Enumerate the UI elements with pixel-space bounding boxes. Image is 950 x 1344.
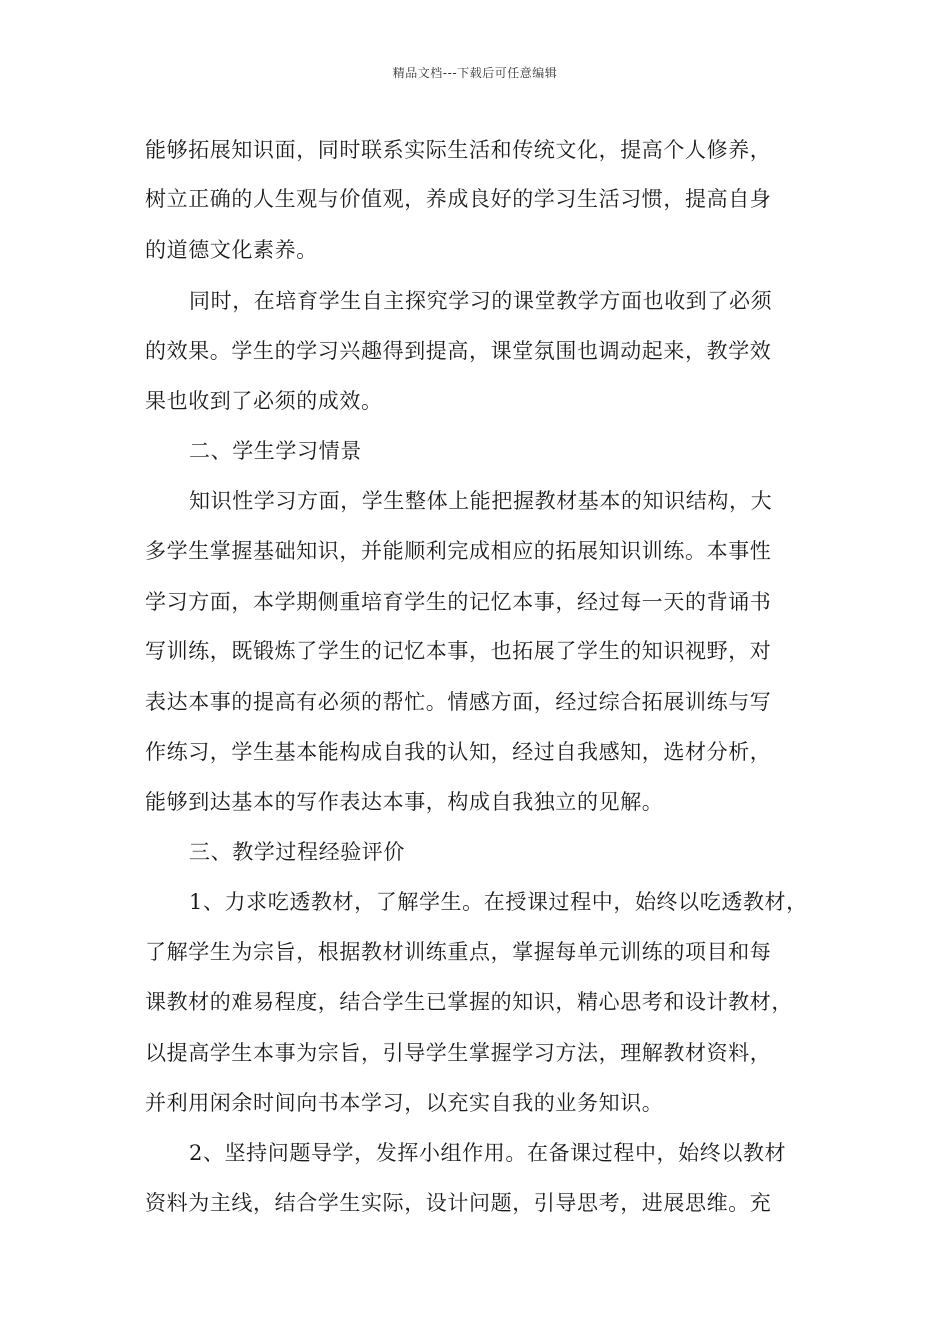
text-line: 课教材的难易程度，结合学生已掌握的知识，精心思考和设计教材， [145,990,793,1014]
section-heading: 二、学生学习情景 [189,439,362,463]
text-line: 的道德文化素养。 [145,238,318,262]
text-line: 学习方面，本学期侧重培育学生的记忆本事，经过每一天的背诵书 [145,590,772,614]
text-line: 的效果。学生的学习兴趣得到提高，课堂氛围也调动起来，教学效 [145,339,772,363]
paragraph-start-line: 同时，在培育学生自主探究学习的课堂教学方面也收到了必须 [189,289,773,313]
text-line: 了解学生为宗旨，根据教材训练重点，掌握每单元训练的项目和每 [145,940,772,964]
text-line: 表达本事的提高有必须的帮忙。情感方面，经过综合拓展训练与写 [145,690,772,714]
text-line: 并利用闲余时间向书本学习，以充实自我的业务知识。 [145,1091,664,1115]
text-line: 写训练，既锻炼了学生的记忆本事，也拓展了学生的知识视野，对 [145,639,772,663]
paragraph-start-line: 2、坚持问题导学，发挥小组作用。在备课过程中，始终以教材 [189,1141,787,1165]
text-line: 以提高学生本事为宗旨，引导学生掌握学习方法，理解教材资料， [145,1041,772,1065]
page-header: 精品文档---下载后可任意编辑 [392,66,558,80]
text-line: 资料为主线，结合学生实际，设计问题，引导思考，进展思维。充 [145,1191,772,1215]
paragraph-start-line: 1、力求吃透教材，了解学生。在授课过程中，始终以吃透教材， [189,890,808,914]
text-line: 多学生掌握基础知识，并能顺利完成相应的拓展知识训练。本事性 [145,539,772,563]
text-line: 能够到达基本的写作表达本事，构成自我独立的见解。 [145,790,664,814]
text-line: 树立正确的人生观与价值观，养成良好的学习生活习惯，提高自身 [145,187,772,211]
paragraph-start-line: 知识性学习方面，学生整体上能把握教材基本的知识结构，大 [189,489,773,513]
text-line: 果也收到了必须的成效。 [145,389,383,413]
text-line: 能够拓展知识面，同时联系实际生活和传统文化，提高个人修养， [145,138,772,162]
section-heading: 三、教学过程经验评价 [189,840,405,864]
text-line: 作练习，学生基本能构成自我的认知，经过自我感知，选材分析， [145,740,772,764]
